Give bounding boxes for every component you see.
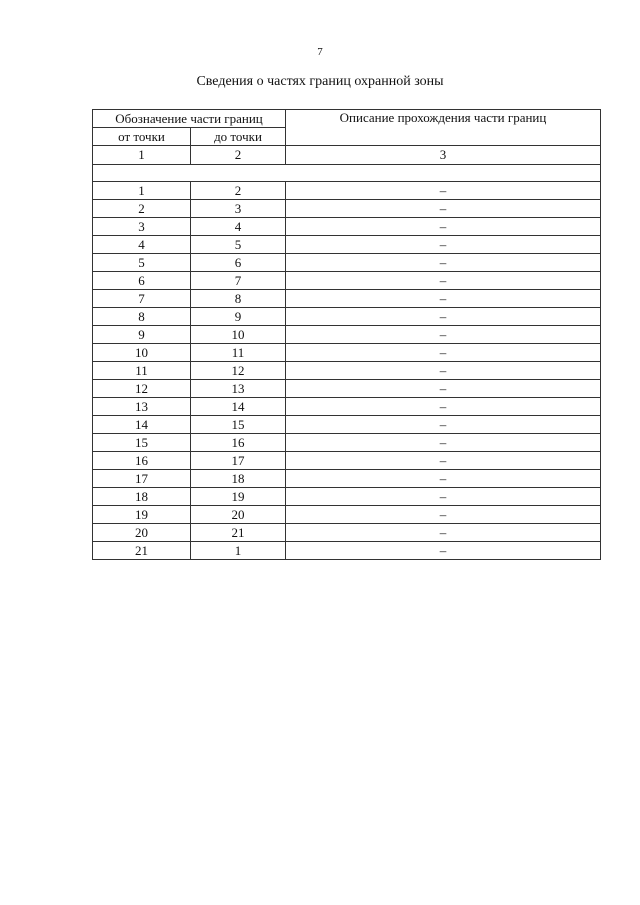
column-number-3: 3 (286, 146, 601, 165)
to-point-cell: 3 (191, 200, 286, 218)
to-point-cell: 19 (191, 488, 286, 506)
to-point-cell: 20 (191, 506, 286, 524)
from-point-cell: 15 (93, 434, 191, 452)
from-point-cell: 6 (93, 272, 191, 290)
from-point-cell: 19 (93, 506, 191, 524)
from-point-cell: 4 (93, 236, 191, 254)
table-row (93, 362, 601, 380)
from-point-cell: 10 (93, 344, 191, 362)
to-point-cell: 10 (191, 326, 286, 344)
from-point-cell: 3 (93, 218, 191, 236)
description-cell: – (286, 362, 601, 380)
table-row (93, 326, 601, 344)
description-cell: – (286, 200, 601, 218)
header-to-point: до точки (191, 128, 286, 146)
table-row (93, 398, 601, 416)
from-point-cell: 16 (93, 452, 191, 470)
table-row (93, 542, 601, 560)
to-point-cell: 6 (191, 254, 286, 272)
description-cell: – (286, 344, 601, 362)
description-cell: – (286, 182, 601, 200)
to-point-cell: 16 (191, 434, 286, 452)
to-point-cell: 2 (191, 182, 286, 200)
blank-row (93, 165, 601, 182)
table-row (93, 344, 601, 362)
description-cell: – (286, 524, 601, 542)
from-point-cell: 2 (93, 200, 191, 218)
from-point-cell: 17 (93, 470, 191, 488)
to-point-cell: 21 (191, 524, 286, 542)
to-point-cell: 13 (191, 380, 286, 398)
boundary-parts-table (92, 109, 601, 560)
table-row (93, 200, 601, 218)
table-row (93, 272, 601, 290)
from-point-cell: 8 (93, 308, 191, 326)
description-cell: – (286, 308, 601, 326)
from-point-cell: 9 (93, 326, 191, 344)
table-row (93, 506, 601, 524)
description-cell: – (286, 416, 601, 434)
from-point-cell: 14 (93, 416, 191, 434)
to-point-cell: 8 (191, 290, 286, 308)
table-row (93, 236, 601, 254)
description-cell: – (286, 326, 601, 344)
table-row (93, 218, 601, 236)
to-point-cell: 18 (191, 470, 286, 488)
header-boundary-designation: Обозначение части границ (93, 110, 286, 128)
to-point-cell: 7 (191, 272, 286, 290)
to-point-cell: 17 (191, 452, 286, 470)
from-point-cell: 1 (93, 182, 191, 200)
description-cell: – (286, 254, 601, 272)
description-cell: – (286, 488, 601, 506)
table-row (93, 452, 601, 470)
to-point-cell: 12 (191, 362, 286, 380)
header-description: Описание прохождения части границ (286, 110, 601, 146)
to-point-cell: 9 (191, 308, 286, 326)
to-point-cell: 14 (191, 398, 286, 416)
column-number-2: 2 (191, 146, 286, 165)
to-point-cell: 4 (191, 218, 286, 236)
description-cell: – (286, 380, 601, 398)
from-point-cell: 18 (93, 488, 191, 506)
to-point-cell: 11 (191, 344, 286, 362)
description-cell: – (286, 290, 601, 308)
table-row (93, 254, 601, 272)
description-cell: – (286, 218, 601, 236)
from-point-cell: 21 (93, 542, 191, 560)
from-point-cell: 5 (93, 254, 191, 272)
from-point-cell: 20 (93, 524, 191, 542)
description-cell: – (286, 452, 601, 470)
page-number: 7 (317, 46, 323, 58)
to-point-cell: 5 (191, 236, 286, 254)
table-row (93, 380, 601, 398)
description-cell: – (286, 272, 601, 290)
description-cell: – (286, 470, 601, 488)
description-cell: – (286, 236, 601, 254)
table-row (93, 470, 601, 488)
to-point-cell: 1 (191, 542, 286, 560)
column-number-1: 1 (93, 146, 191, 165)
table-row (93, 308, 601, 326)
table-row (93, 434, 601, 452)
from-point-cell: 11 (93, 362, 191, 380)
header-from-point: от точки (93, 128, 191, 146)
description-cell: – (286, 506, 601, 524)
from-point-cell: 7 (93, 290, 191, 308)
description-cell: – (286, 542, 601, 560)
table-body (93, 182, 601, 560)
table-row (93, 524, 601, 542)
from-point-cell: 13 (93, 398, 191, 416)
table-row (93, 290, 601, 308)
description-cell: – (286, 434, 601, 452)
table-row (93, 182, 601, 200)
from-point-cell: 12 (93, 380, 191, 398)
to-point-cell: 15 (191, 416, 286, 434)
table-row (93, 416, 601, 434)
table-row (93, 488, 601, 506)
page-title: Сведения о частях границ охранной зоны (196, 74, 444, 89)
description-cell: – (286, 398, 601, 416)
